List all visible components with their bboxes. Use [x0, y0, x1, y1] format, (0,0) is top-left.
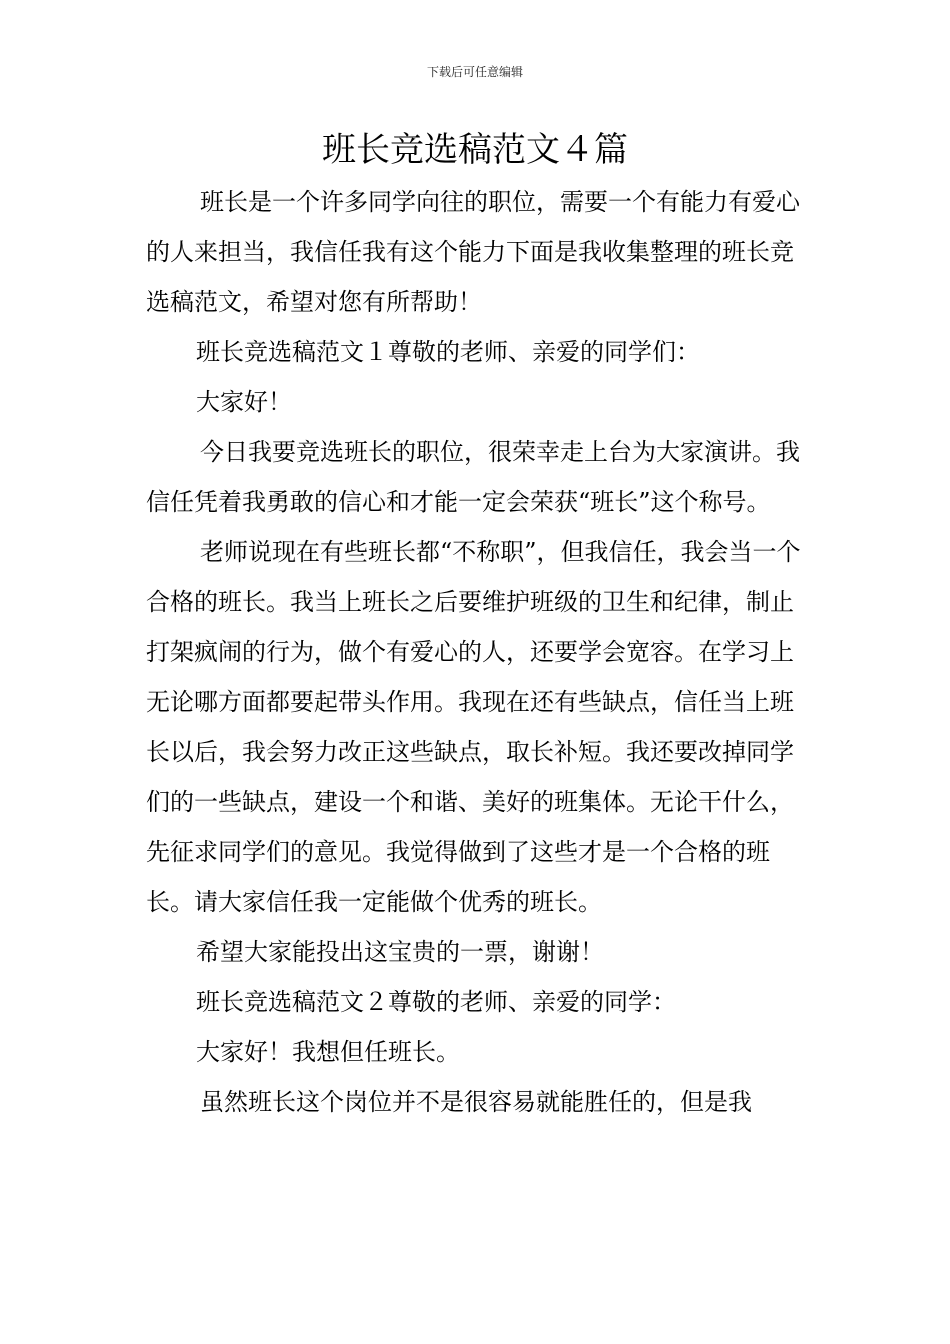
paragraph-essay2-greeting: 大家好！我想但任班长。 — [196, 1038, 460, 1066]
paragraph-essay1-body: 老师说现在有些班长都“不称职”，但我信任，我会当一个合格的班长。我当上班长之后要维护班级的卫生和纪律，制止打架疯闹的行为，做个有爱心的人，还要学会宽容。在学习上无论哪方面都要起带头作用。我现在还有些缺点，信任当上班长以后，我会努力改正这些缺点，取长补短。我还要改掉同学们的一些缺点，建设一个和谐、美好的班集体。无论干什么，先征求同学们的意见。我觉得做到了这些才是一个合格的班长。请大家信任我一定能做个优秀的班长。 — [146, 538, 801, 916]
paragraph-essay1-closing: 希望大家能投出这宝贵的一票，谢谢！ — [196, 938, 604, 966]
paragraph-essay1-opening: 今日我要竞选班长的职位，很荣幸走上台为大家演讲。我信任凭着我勇敢的信心和才能一定会荣获“班长”这个称号。 — [146, 438, 800, 516]
document-body — [146, 177, 816, 1127]
paragraph-essay2-heading: 班长竞选稿范文２尊敬的老师、亲爱的同学： — [196, 988, 676, 1016]
paragraph-essay2-opening: 虽然班长这个岗位并不是很容易就能胜任的，但是我 — [200, 1088, 752, 1116]
document-title: 班长竞选稿范文４篇 — [322, 130, 628, 170]
paragraph-greeting: 大家好！ — [196, 388, 292, 416]
paragraph-intro: 班长是一个许多同学向往的职位，需要一个有能力有爱心的人来担当，我信任我有这个能力下面是我收集整理的班长竞选稿范文，希望对您有所帮助！ — [146, 188, 800, 316]
paragraph-essay1-heading: 班长竞选稿范文１尊敬的老师、亲爱的同学们： — [196, 338, 700, 366]
header-note: 下载后可任意编辑 — [426, 65, 523, 79]
